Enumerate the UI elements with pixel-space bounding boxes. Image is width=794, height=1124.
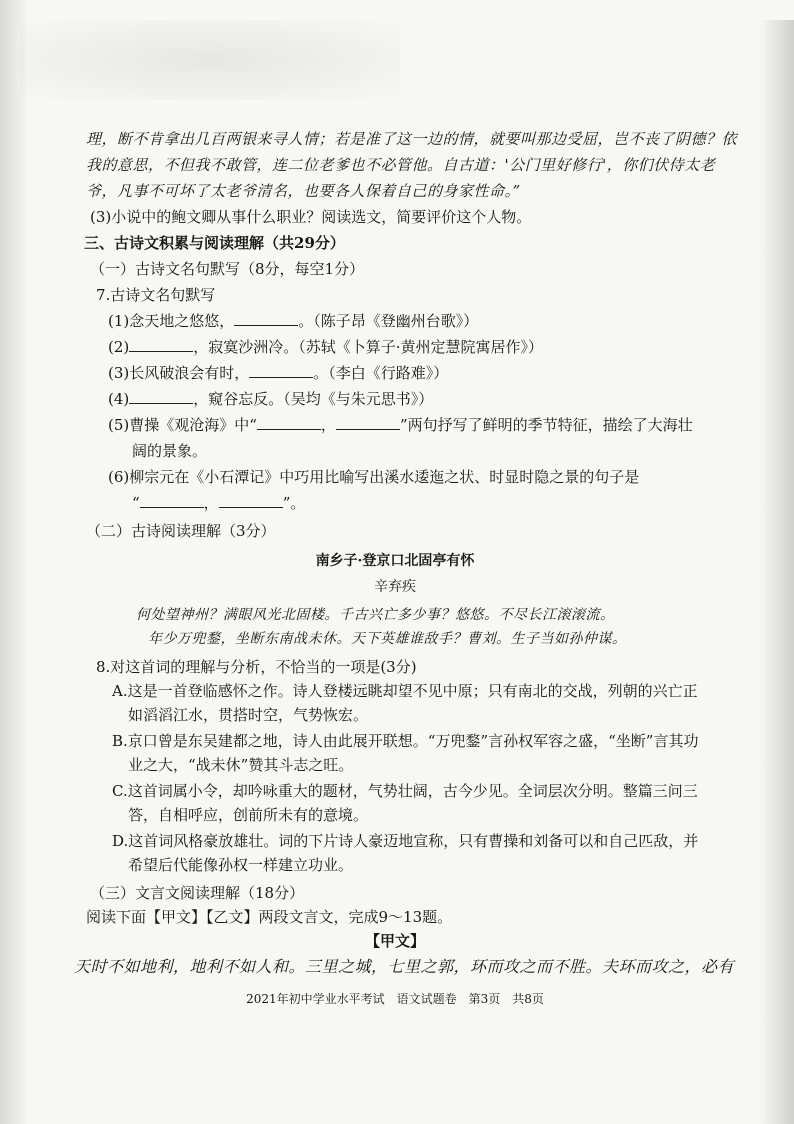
q8-option-c: C.这首词属小令，却吟咏重大的题材，气势壮阔，古今少见。全词层次分明。整篇三问三 — [112, 782, 698, 800]
q7-item-4: (4) ，窥谷忘反。（吴均《与朱元思书》） — [108, 390, 434, 408]
q8-option-d: D.这首词风格豪放雄壮。词的下片诗人豪迈地宣称，只有曹操和刘备可以和自己匹敌，并 — [112, 832, 699, 850]
q7-item-3: (3)长风破浪会有时， 。（李白《行路难》） — [108, 364, 449, 382]
subsection-2-title: （二）古诗阅读理解（3分） — [86, 522, 276, 540]
q7-item-6-cont: “ ， ”。 — [132, 494, 306, 512]
passage-line-3: 爷，凡事不可坏了太老爷清名，也要各人保着自己的身家性命。” — [86, 182, 521, 200]
text-a-label: 【甲文】 — [364, 932, 425, 950]
q8-option-b: B.京口曾是东吴建都之地，诗人由此展开联想。“万兜鍪”言孙权军容之盛，“坐断”言其功 — [112, 732, 699, 750]
scan-edge-left — [0, 0, 26, 1124]
poem-title: 南乡子·登京口北固亭有怀 — [315, 553, 475, 569]
scan-edge-right — [760, 20, 794, 1124]
q7-item-5: (5)曹操《观沧海》中“ ， ”两句抒写了鲜明的季节特征，描绘了大海壮 — [108, 416, 693, 434]
poem-line-2: 年少万兜鍪，坐断东南战未休。天下英雄谁敌手？曹刘。生子当如孙仲谋。 — [148, 631, 627, 647]
q7-item-5-cont: 阔的景象。 — [132, 442, 208, 460]
question-6-3: (3)小说中的鲍文卿从事什么职业？阅读选文，简要评价这个人物。 — [90, 208, 532, 226]
q8-option-b-cont: 业之大，“战未休”赞其斗志之旺。 — [128, 756, 354, 774]
subsection-3-title: （三）文言文阅读理解（18分） — [90, 884, 305, 902]
subsection-1-title: （一）古诗文名句默写（8分，每空1分） — [90, 260, 365, 278]
q8-option-d-cont: 希望后代能像孙权一样建立功业。 — [128, 856, 354, 874]
scan-smudge — [20, 20, 400, 100]
section-3-title: 三、古诗文积累与阅读理解（共29分） — [84, 234, 345, 252]
q8-option-a-cont: 如滔滔江水，贯搭时空，气势恢宏。 — [128, 706, 369, 724]
q8-option-a: A.这是一首登临感怀之作。诗人登楼远眺却望不见中原；只有南北的交战，列朝的兴亡正 — [112, 682, 698, 700]
reading-instruction: 阅读下面【甲文】【乙文】两段文言文，完成9～13题。 — [86, 908, 453, 926]
q8-option-c-cont: 答，自相呼应，创前所未有的意境。 — [128, 806, 369, 824]
poem-line-1: 何处望神州？满眼风光北固楼。千古兴亡多少事？悠悠。不尽长江滚滚流。 — [136, 607, 615, 623]
q7-item-1: (1)念天地之悠悠， 。（陈子昂《登幽州台歌》） — [108, 312, 479, 330]
q7-item-6: (6)柳宗元在《小石潭记》中巧用比喻写出溪水逶迤之状、时显时隐之景的句子是 — [108, 468, 640, 486]
passage-line-1: 理，断不肯拿出几百两银来寻人情；若是准了这一边的情，就要叫那边受屈，岂不丧了阴德？依 — [86, 130, 738, 148]
page-footer: 2021年初中学业水平考试 语文试题卷 第3页 共8页 — [246, 992, 544, 1006]
question-8-stem: 8.对这首词的理解与分析，不恰当的一项是(3分) — [96, 658, 417, 676]
text-a-line-1: 天时不如地利，地利不如人和。三里之城，七里之郭，环而攻之而不胜。夫环而攻之，必有 — [74, 957, 735, 976]
question-7-title: 7.古诗文名句默写 — [96, 286, 216, 304]
poem-author: 辛弃疾 — [374, 579, 416, 595]
q7-item-2: (2) ，寂寞沙洲冷。（苏轼《卜算子·黄州定慧院寓居作》） — [108, 338, 544, 356]
passage-line-2: 我的意思，不但我不敢管，连二位老爹也不必管他。自古道：'公门里好修行'，你们伏侍太老 — [86, 156, 716, 174]
